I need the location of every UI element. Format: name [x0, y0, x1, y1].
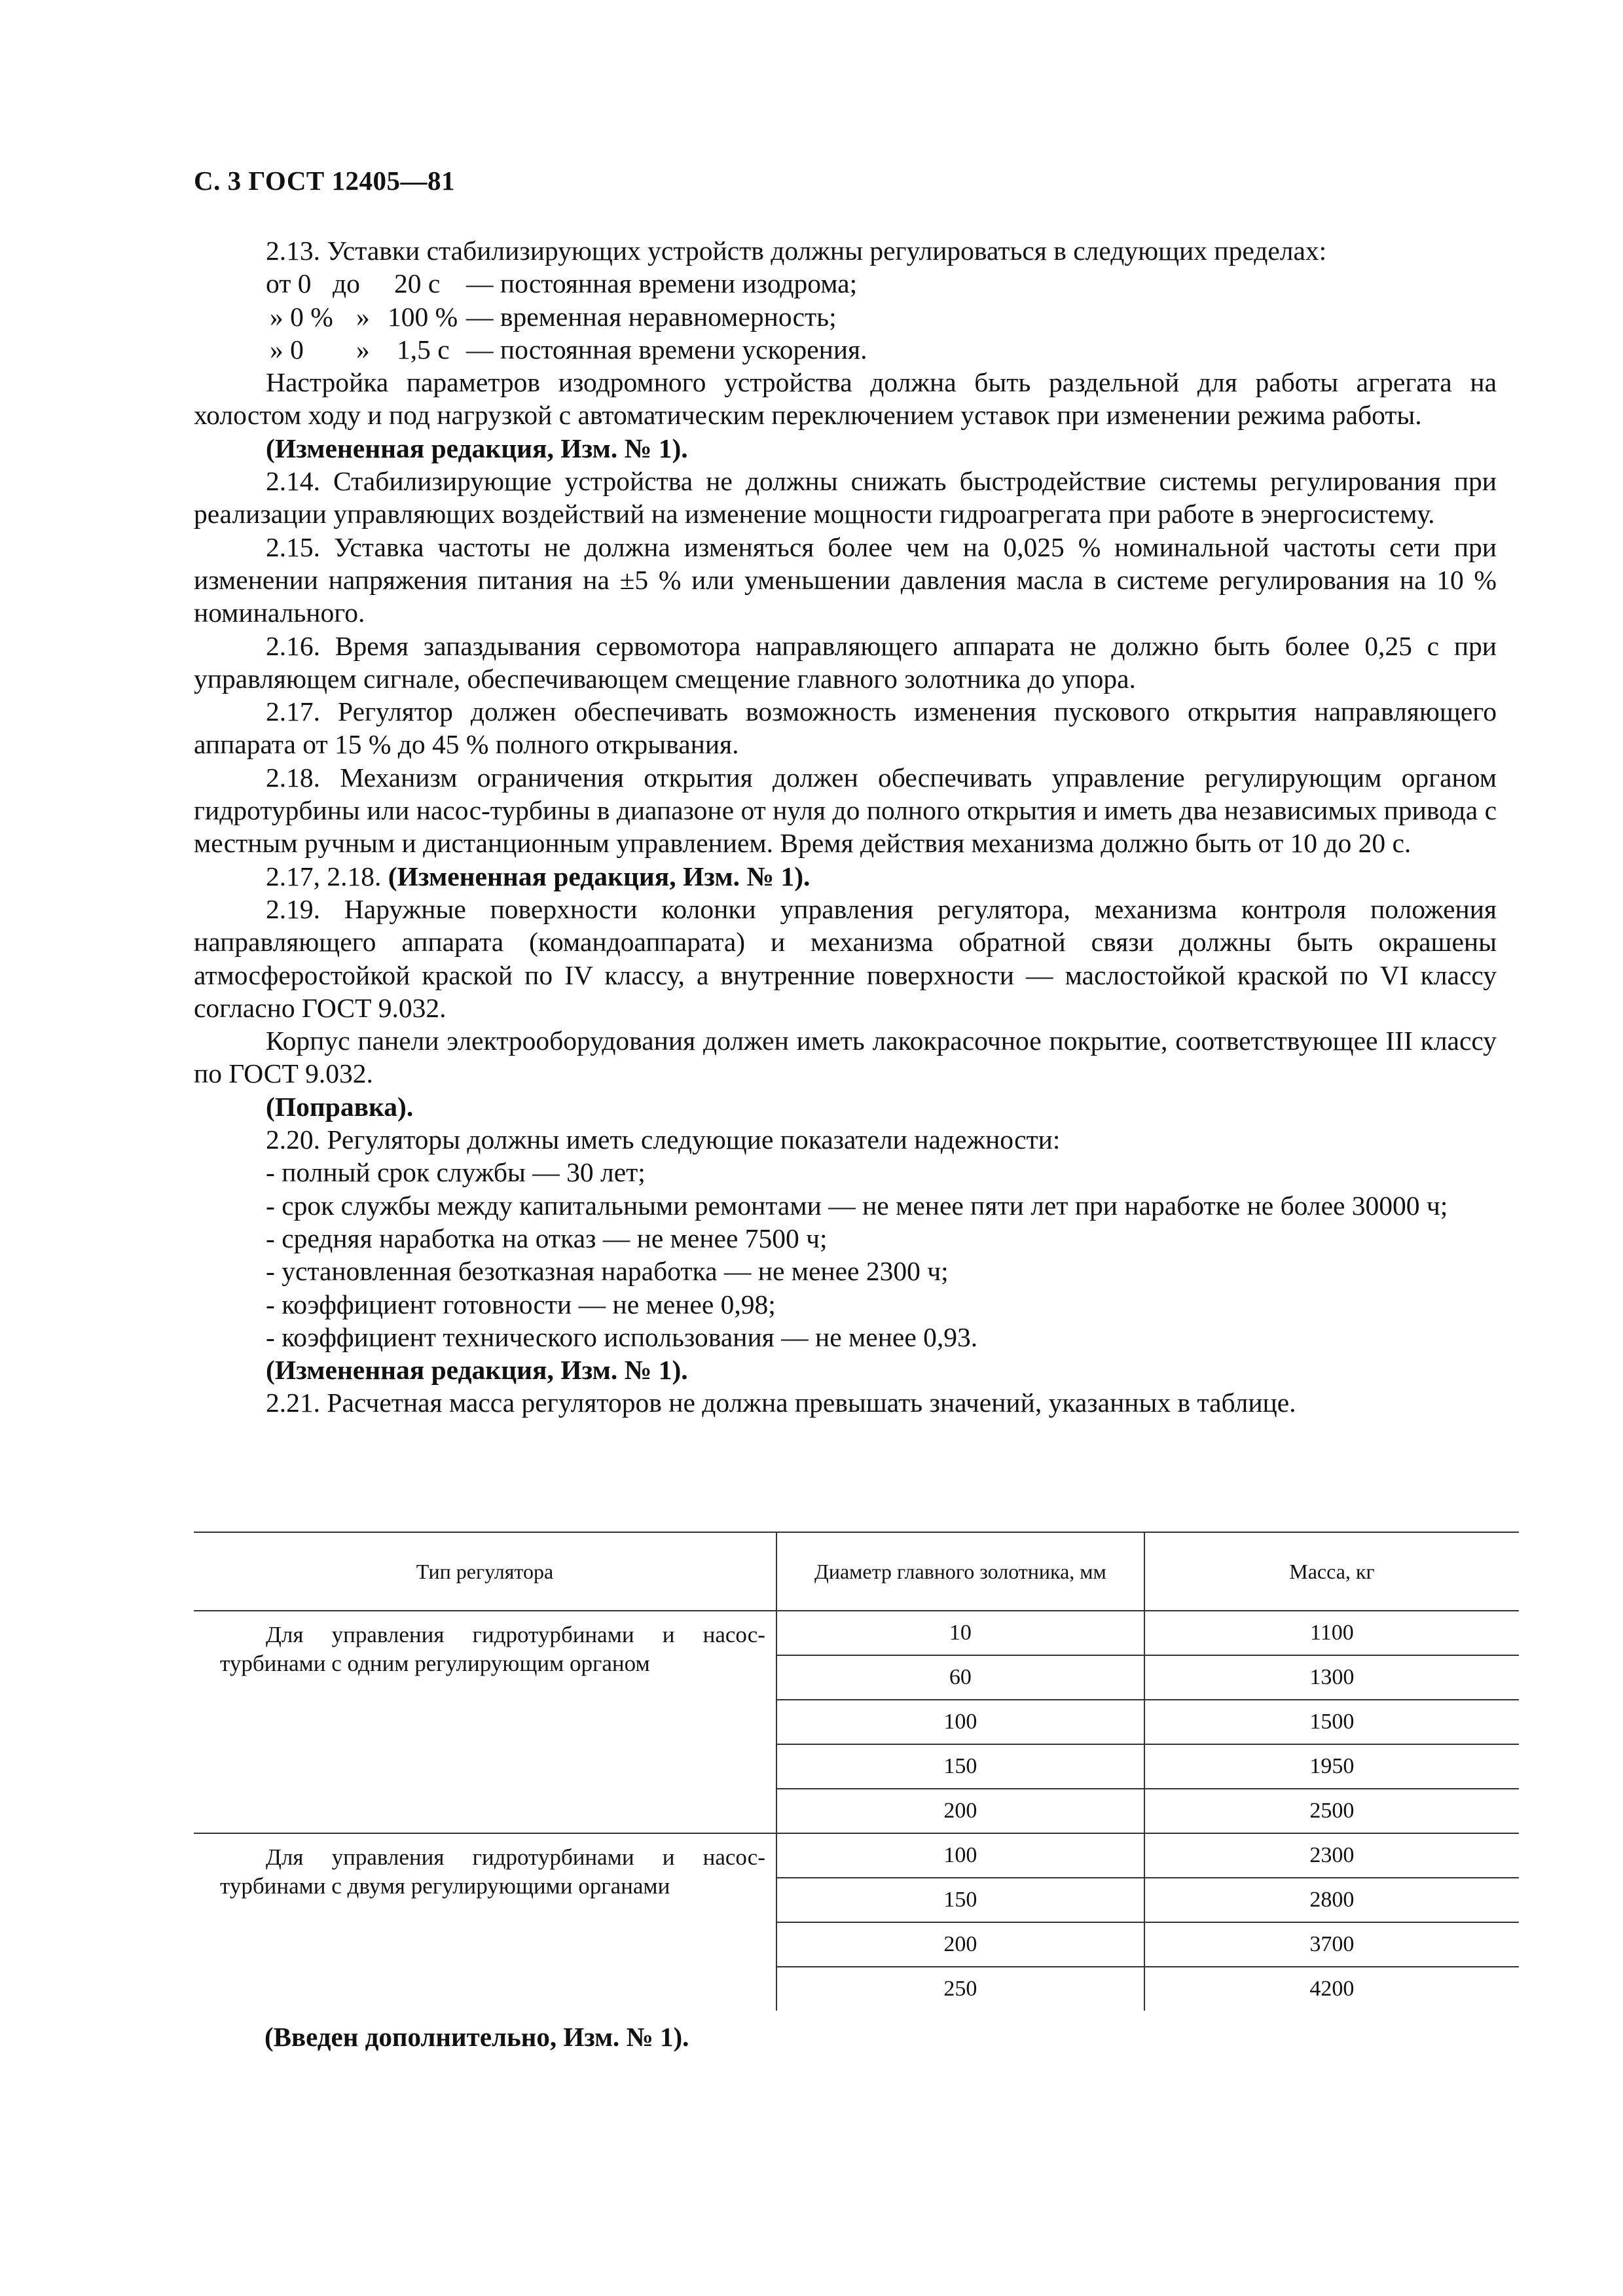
- range-description: — постоянная времени ускорения.: [466, 334, 867, 365]
- diameter-cell: 150: [776, 1744, 1144, 1789]
- range-from: от 0: [266, 268, 312, 299]
- mass-cell: 2800: [1144, 1878, 1519, 1922]
- clause-2-16: 2.16. Время запаздывания сервомотора направляющего аппарата не должно быть более 0,25 с при управляющем сигнале, обеспечивающем смещение главного золотника до упора.: [194, 630, 1497, 694]
- amendment-note: (Измененная редакция, Изм. № 1).: [266, 433, 688, 463]
- mass-cell: 2500: [1144, 1789, 1519, 1833]
- table-footnote: (Введен дополнительно, Изм. № 1).: [264, 2022, 689, 2052]
- clause-2-17: 2.17. Регулятор должен обеспечивать возможность изменения пускового открытия направляющего аппарата от 15 % до 45 % полного открывания.: [194, 696, 1497, 760]
- range-from: » 0 %: [270, 301, 333, 332]
- mass-cell: 1500: [1144, 1700, 1519, 1744]
- mass-cell: 4200: [1144, 1967, 1519, 2011]
- range-to-value: 20 с: [394, 268, 441, 299]
- correction-note: (Поправка).: [266, 1091, 414, 1122]
- document-body: [194, 234, 1497, 1420]
- reliability-item: - коэффициент технического использования — не менее 0,93.: [266, 1321, 978, 1352]
- range-description: — временная неравномерность;: [466, 301, 837, 332]
- reliability-item: - полный срок службы — 30 лет;: [266, 1157, 646, 1188]
- range-row: [194, 333, 1497, 366]
- mass-cell: 1300: [1144, 1655, 1519, 1700]
- range-to-value: 100 %: [388, 301, 458, 332]
- diameter-cell: 250: [776, 1967, 1144, 2011]
- range-to-word: »: [356, 301, 370, 332]
- reliability-item: - коэффициент готовности — не менее 0,98;: [266, 1289, 776, 1319]
- diameter-cell: 100: [776, 1700, 1144, 1744]
- clause-2-19-panel: Корпус панели электрооборудования должен иметь лакокрасочное покрытие, соответствующее III классу по ГОСТ 9.032.: [194, 1026, 1497, 1089]
- diameter-cell: 200: [776, 1789, 1144, 1833]
- diameter-cell: 60: [776, 1655, 1144, 1700]
- diameter-cell: 10: [776, 1611, 1144, 1655]
- clause-2-19: 2.19. Наружные поверхности колонки управления регулятора, механизма контроля положения направляющего аппарата (командоаппарата) и механизма обратной связи должны быть окрашены атмосферостойкой краской по IV классу, а внутренние поверхности — маслостойкой краской по VI классу согласно ГОСТ 9.032.: [194, 893, 1497, 1023]
- regulator-mass-table: [194, 1532, 1519, 2011]
- clause-2-20-intro: 2.20. Регуляторы должны иметь следующие показатели надежности:: [266, 1124, 1061, 1155]
- clause-2-21: 2.21. Расчетная масса регуляторов не должна превышать значений, указанных в таблице.: [266, 1388, 1296, 1418]
- amendment-label: (Измененная редакция, Изм. № 1).: [388, 861, 811, 891]
- table-row: [194, 1833, 1519, 1878]
- diameter-cell: 200: [776, 1922, 1144, 1967]
- mass-cell: 1100: [1144, 1611, 1519, 1655]
- range-row: [194, 300, 1497, 333]
- amendment-note: (Измененная редакция, Изм. № 1).: [266, 1355, 688, 1386]
- reliability-item: - срок службы между капитальными ремонтами — не менее пяти лет при наработке не более 30000 ч;: [266, 1190, 1448, 1221]
- clause-2-14: 2.14. Стабилизирующие устройства не должны снижать быстродействие системы регулирования при реализации управляющих воздействий на изменение мощности гидроагрегата при работе в энергосистему.: [194, 466, 1497, 529]
- diameter-cell: 150: [776, 1878, 1144, 1922]
- regulator-type-cell: Для управления гидротурбинами и насос-турбинами с двумя регулирующими органами: [194, 1833, 776, 2011]
- table-row: [194, 1611, 1519, 1655]
- regulator-type-cell: Для управления гидротурбинами и насос-турбинами с одним регулирующим органом: [220, 1622, 765, 1676]
- mass-cell: 1950: [1144, 1744, 1519, 1789]
- clause-2-18: 2.18. Механизм ограничения открытия должен обеспечивать управление регулирующим органом гидротурбины или насос-турбины в диапазоне от нуля до полного открытия и иметь два независимых привода с местным ручным и дистанционным управлением. Время действия механизма должно быть от 10 до 20 с.: [194, 762, 1497, 859]
- mass-cell: 2300: [1144, 1833, 1519, 1878]
- reliability-item: - установленная безотказная наработка — не менее 2300 ч;: [266, 1256, 949, 1287]
- clause-2-13-setup: Настройка параметров изодромного устройства должна быть раздельной для работы агрегата на холостом ходу и под нагрузкой с автоматическим переключением уставок при изменении режима работы.: [194, 367, 1497, 431]
- range-description: — постоянная времени изодрома;: [466, 268, 858, 299]
- range-to-word: до: [333, 268, 360, 299]
- diameter-cell: 100: [776, 1833, 1144, 1878]
- reliability-item: - средняя наработка на отказ — не менее 7500 ч;: [266, 1223, 828, 1253]
- range-to-value: 1,5 с: [397, 334, 450, 365]
- mass-cell: 3700: [1144, 1922, 1519, 1967]
- clause-2-15: 2.15. Уставка частоты не должна изменяться более чем на 0,025 % номинальной частоты сети при изменении напряжения питания на ±5 % или уменьшении давления масла в системе регулирования на 10 % номинального.: [194, 531, 1497, 628]
- clause-2-13-intro: 2.13. Уставки стабилизирующих устройств должны регулироваться в следующих пределах:: [266, 236, 1327, 266]
- range-to-word: »: [356, 334, 370, 365]
- header-regulator-type: Тип регулятора: [194, 1532, 776, 1611]
- table-header-row: [194, 1532, 1519, 1611]
- amendment-note-2-17-2-18: [194, 860, 1497, 893]
- amendment-clauses: 2.17, 2.18.: [266, 861, 382, 891]
- range-from: » 0: [270, 334, 304, 365]
- page-header: С. 3 ГОСТ 12405—81: [194, 166, 456, 196]
- header-spool-diameter: Диаметр главного золотника, мм: [776, 1532, 1144, 1611]
- header-mass: Масса, кг: [1144, 1532, 1519, 1611]
- range-row: [194, 267, 1497, 300]
